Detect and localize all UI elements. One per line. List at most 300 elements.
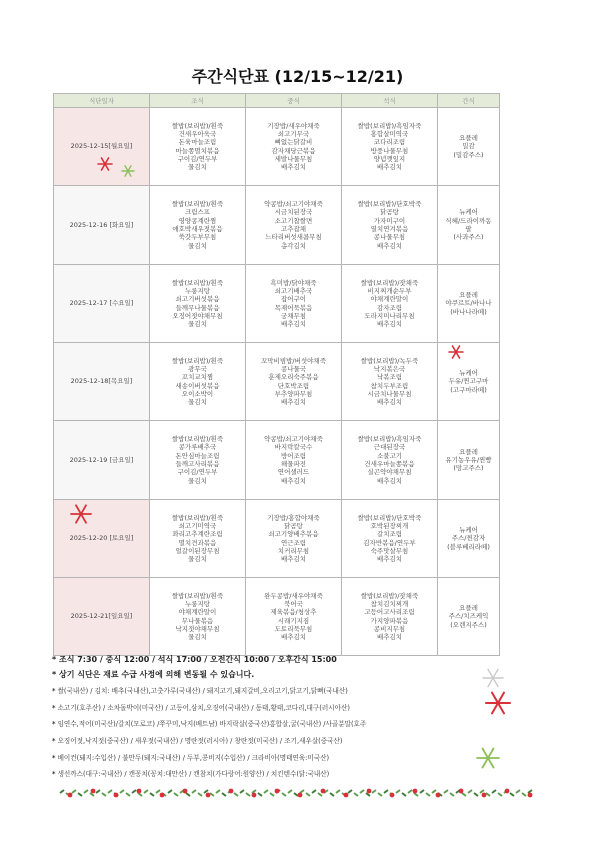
- garland-needle: [216, 790, 220, 793]
- origin-line: [52, 766, 592, 783]
- lunch-item: 배추김치: [280, 163, 307, 172]
- garland-needle: [492, 790, 496, 793]
- date-label: 2025-12-21[일요일]: [70, 612, 133, 621]
- lunch-item: 닭곰탕: [284, 521, 303, 530]
- dinner-item: 가자미구이: [373, 216, 406, 225]
- meal-time-schedule: * 조식 7:30 / 중식 12:00 / 석식 17:00 / 오전간식 10:00 / 오후간식 15:00: [52, 655, 337, 664]
- lunch-item: 치커리무침: [277, 546, 310, 555]
- dinner-item: 쌀밥(보리밥)/흑임자죽: [357, 435, 422, 444]
- breakfast-item: 쌀밥(보리밥)/흰죽: [171, 121, 224, 130]
- breakfast-item: 들깨무나물볶음: [175, 303, 220, 312]
- dinner-item: 갈치조림: [376, 530, 403, 539]
- snack-cell: [438, 500, 500, 578]
- lunch-item: 소고기찹쌀면: [274, 216, 313, 225]
- lunch-item: 훈제오리숙주볶음: [268, 373, 319, 382]
- berry-ornament: [482, 793, 487, 798]
- breakfast-item: 건새우아욱국: [178, 129, 217, 138]
- garland-needle: [420, 790, 424, 793]
- lunch-item: 세발나물무침: [274, 154, 313, 163]
- snack-item: (바나나라떼): [450, 307, 487, 316]
- garland-needle: [144, 790, 148, 793]
- dinner-item: 시금치나물무침: [367, 389, 412, 398]
- berry-ornament: [68, 793, 73, 798]
- snack-cell: [438, 343, 500, 421]
- date-cell: [54, 265, 150, 343]
- berry-ornament: [413, 789, 418, 794]
- breakfast-item: 얼갈이된장무침: [175, 546, 220, 555]
- page-title: 주간식단표 (12/15~12/21): [191, 67, 404, 86]
- snack-item: (블루베리라떼): [447, 542, 490, 551]
- garland-needle: [294, 793, 298, 796]
- garland-needle: [246, 793, 250, 796]
- snowflake-icon: [448, 344, 464, 360]
- breakfast-item: 광무국: [188, 364, 207, 373]
- breakfast-item: 애호박새우젓볶음: [172, 225, 223, 233]
- notes-section: [52, 652, 592, 783]
- lunch-item: 고추잡채: [280, 225, 307, 233]
- header-dinner: 석식: [342, 94, 438, 108]
- lunch-item: 완두콩밥/새우야채죽: [264, 591, 323, 600]
- garland-needle: [270, 793, 274, 796]
- origin-line: [52, 750, 592, 767]
- lunch-item: 단호박조림: [277, 381, 310, 390]
- origin-list: [52, 683, 592, 783]
- garland-needle: [150, 793, 154, 796]
- lunch-item: 쇠고기배추국: [274, 286, 313, 295]
- dinner-cell: [342, 343, 438, 421]
- snack-cell: [438, 186, 500, 265]
- snack-cell: [438, 265, 500, 343]
- lunch-cell: [246, 500, 342, 578]
- snack-item: 야쿠르트/바나나: [445, 299, 492, 308]
- snack-item: (고구마라떼): [450, 385, 487, 394]
- lunch-item: 기장밥/홍합야채죽: [267, 513, 320, 522]
- bullet-mark: *: [52, 770, 56, 779]
- snack-item: 요플레: [459, 604, 478, 613]
- garland-needle: [348, 790, 352, 793]
- lunch-item: 시래기지짐: [277, 616, 310, 625]
- snack-item: 식혜/드라이까동: [445, 216, 492, 225]
- garland-needle: [300, 790, 304, 793]
- dinner-item: 배추김치: [376, 555, 403, 564]
- berry-ornament: [160, 793, 165, 798]
- breakfast-item: 쑥갓두부무침: [178, 233, 217, 242]
- dinner-item: 코다리조림: [373, 138, 406, 147]
- lunch-item: 총각김치: [280, 241, 307, 250]
- garland-needle: [318, 793, 322, 796]
- berry-ornament: [114, 793, 119, 798]
- breakfast-item: 쌀밥(보리밥)/흰죽: [171, 513, 224, 522]
- dinner-item: 배추김치: [376, 320, 403, 329]
- garland-needle: [60, 790, 64, 793]
- dinner-item: 쌀밥(보리밥)/단호박죽: [357, 513, 422, 522]
- dinner-cell: [342, 421, 438, 500]
- breakfast-item: 쌀밥(보리밥)/흰죽: [171, 435, 224, 444]
- snack-item: 유기농우유/찐빵: [445, 455, 492, 464]
- snack-item: 요플레: [459, 447, 478, 456]
- dinner-cell: [342, 108, 438, 186]
- garland-needle: [522, 793, 526, 796]
- berry-ornament: [183, 789, 188, 794]
- lunch-item: 배추김치: [280, 320, 307, 329]
- breakfast-item: 야채계란말이: [178, 608, 217, 617]
- garland-needle: [288, 790, 292, 793]
- lunch-item: 해물파전: [280, 460, 307, 468]
- garland-needle: [360, 790, 364, 793]
- lunch-item: 흑미밥/닭야채죽: [270, 278, 317, 287]
- snack-item: 팔: [465, 225, 472, 233]
- garland-needle: [126, 793, 130, 796]
- breakfast-item: 영양콩계란찜: [178, 216, 217, 225]
- dinner-item: 콩비지무침: [373, 624, 406, 633]
- lunch-item: 배추김치: [280, 555, 307, 564]
- dinner-cell: [342, 265, 438, 343]
- lunch-item: 도토리묵무침: [274, 624, 313, 633]
- date-label: 2025-12-20 [토요일]: [69, 534, 134, 543]
- garland-needle: [132, 790, 136, 793]
- berry-ornament: [298, 793, 303, 798]
- dinner-item: 야채계란말이: [370, 295, 409, 304]
- breakfast-item: 물김치: [188, 555, 207, 564]
- dinner-item: 양념깻잎지: [373, 154, 406, 163]
- origin-line: [52, 716, 592, 733]
- breakfast-item: 오이소박이: [181, 389, 214, 398]
- bullet-mark: *: [52, 753, 56, 762]
- lunch-item: 약콩밥/쇠고기야채죽: [264, 435, 323, 444]
- garland-needle: [198, 793, 202, 796]
- lunch-cell: [246, 421, 342, 500]
- breakfast-item: 멸치견과볶음: [178, 538, 217, 547]
- snack-item: 뉴케어: [459, 526, 478, 535]
- berry-ornament: [528, 793, 533, 798]
- dinner-item: 숙주맛살무침: [370, 546, 409, 555]
- dinner-item: 참치김치찌개: [370, 599, 409, 608]
- breakfast-item: 크림스프: [184, 208, 211, 217]
- garland-needle: [90, 793, 94, 796]
- garland-needle: [378, 793, 382, 796]
- garland-needle: [102, 793, 106, 796]
- garland-needle: [480, 790, 484, 793]
- breakfast-item: 쌀밥(보리밥)/흰죽: [171, 200, 224, 209]
- lunch-item: 시금치된장국: [274, 208, 313, 217]
- snack-cell: [438, 108, 500, 186]
- lunch-item: 꼬막비빔밥/버섯야채죽: [261, 356, 326, 365]
- garland-needle: [252, 790, 256, 793]
- breakfast-item: 돈육마늘조림: [178, 138, 217, 147]
- garland-needle: [204, 790, 208, 793]
- breakfast-cell: [150, 578, 246, 656]
- snack-item: 뉴케어: [459, 208, 478, 217]
- date-label: 2025-12-19 [금요일]: [69, 455, 134, 464]
- snack-item: 뉴케어: [459, 369, 478, 378]
- breakfast-item: 물김치: [188, 476, 207, 485]
- garland-needle: [138, 793, 142, 796]
- breakfast-item: 무나물볶음: [181, 616, 214, 625]
- header-lunch: 중식: [246, 94, 342, 108]
- dinner-item: 닭곰탕: [380, 208, 399, 217]
- breakfast-item: 누룽지탕: [184, 286, 211, 295]
- garland-needle: [96, 790, 100, 793]
- berry-ornament: [206, 793, 211, 798]
- snowflake-icon: [70, 503, 92, 525]
- date-label: 2025-12-16 [화요일]: [69, 220, 134, 229]
- lunch-item: 느타리버섯새콤무침: [265, 233, 322, 242]
- origin-text: 임연수,적어(미국산)/갈치(모로코) /쭈꾸미,낙지(베트남) 바지락살(중국산)홍합살,굴(국내산) /사골분말(호주: [57, 720, 367, 729]
- dinner-item: 쌀밥(보리밥)/잣채죽: [360, 278, 419, 287]
- garland-needle: [474, 793, 478, 796]
- snack-item: (망고주스): [453, 464, 484, 473]
- date-label: 2025-12-17 [수요일]: [69, 299, 134, 308]
- header-breakfast: 조식: [150, 94, 246, 108]
- dinner-item: 배추김치: [376, 476, 403, 485]
- snowflake-icon: [97, 156, 113, 172]
- lunch-item: 뼈없는닭갈비: [274, 138, 313, 147]
- bullet-mark: *: [52, 687, 56, 695]
- date-cell: [54, 186, 150, 265]
- garland-needle: [366, 793, 370, 796]
- dinner-item: 도라지미나리무침: [364, 311, 415, 320]
- holiday-garland-decoration: [56, 782, 536, 804]
- dinner-item: 방풍나물무침: [370, 146, 409, 155]
- garland-needle: [528, 790, 532, 793]
- table-row: [54, 421, 500, 500]
- dinner-item: 배추김치: [376, 398, 403, 407]
- breakfast-item: 쌀밥(보리밥)/흰죽: [171, 278, 224, 287]
- date-cell: [54, 500, 150, 578]
- breakfast-item: 마늘쫑멸치볶음: [175, 146, 220, 155]
- berry-ornament: [344, 793, 349, 798]
- berry-ornament: [505, 789, 510, 794]
- origin-text: 베이컨(돼지:수입산) / 불만두(돼지:국내산) / 두부,콩비지(수입산) / 크라비아(명태연육:미국산): [57, 753, 330, 762]
- dinner-item: 참치두부조림: [370, 381, 409, 390]
- table-row: [54, 265, 500, 343]
- garland-needle: [240, 790, 244, 793]
- garland-needle: [444, 790, 448, 793]
- breakfast-item: 물김치: [188, 320, 207, 329]
- dinner-item: 고등어고사리조림: [364, 608, 415, 617]
- bullet-mark: *: [52, 737, 56, 746]
- garland-needle: [330, 793, 334, 796]
- snowflake-icon: [121, 164, 135, 178]
- garland-needle: [408, 790, 412, 793]
- garland-needle: [462, 793, 466, 796]
- dinner-item: 건새우마늘쫑볶음: [364, 460, 415, 468]
- header-snack: 간식: [438, 94, 500, 108]
- berry-ornament: [436, 793, 441, 798]
- lunch-item: 부추양파무침: [274, 389, 313, 398]
- breakfast-item: 콩가루배추국: [178, 443, 217, 452]
- snack-item: 주스/치즈케익: [448, 612, 489, 621]
- dinner-cell: [342, 500, 438, 578]
- change-notice: * 상기 식단은 재료 수급 사정에 의해 변동될 수 있습니다.: [52, 670, 255, 679]
- bullet-mark: *: [52, 703, 56, 712]
- lunch-cell: [246, 578, 342, 656]
- garland-needle: [396, 790, 400, 793]
- garland-needle: [84, 790, 88, 793]
- table-row: [54, 578, 500, 656]
- breakfast-item: 물김치: [188, 398, 207, 407]
- garland-needle: [486, 793, 490, 796]
- lunch-item: 방어조림: [280, 451, 307, 460]
- berry-ornament: [367, 789, 372, 794]
- dinner-item: 감자조림: [376, 303, 403, 312]
- dinner-item: 호박된장찌개: [370, 521, 409, 530]
- origin-text: 오징어젓,낙지젓(중국산) / 새우젓(국내산) / 명란젓(러시아) / 창란젓(미국산) / 조기,새우살(중국산): [57, 737, 343, 746]
- berry-ornament: [459, 789, 464, 794]
- garland-needle: [258, 793, 262, 796]
- breakfast-cell: [150, 186, 246, 265]
- lunch-item: 쇠고기양배추볶음: [268, 530, 319, 539]
- snack-cell: [438, 421, 500, 500]
- breakfast-item: 들깨고사리볶음: [175, 460, 220, 468]
- breakfast-cell: [150, 421, 246, 500]
- table-row: [54, 500, 500, 578]
- origin-text: 쌀(국내산) / 김치: 배추(국내산),고춧가루(국내산) / 돼지고기,돼지갈비,오리고기,닭고기,닭뼈(국내산): [57, 687, 348, 695]
- breakfast-item: 꼬치교치찜: [181, 373, 214, 382]
- garland-needle: [174, 793, 178, 796]
- lunch-cell: [246, 108, 342, 186]
- garland-needle: [192, 790, 196, 793]
- dinner-item: 배추김치: [376, 633, 403, 642]
- lunch-item: 잡어구이: [280, 295, 307, 304]
- garland-needle: [156, 790, 160, 793]
- garland-needle: [336, 790, 340, 793]
- garland-needle: [306, 793, 310, 796]
- date-cell: [54, 578, 150, 656]
- dinner-item: 쌀밥(보리밥)/흑임자죽: [357, 121, 422, 130]
- table-row: [54, 343, 500, 421]
- garland-needle: [210, 793, 214, 796]
- garland-needle: [516, 790, 520, 793]
- lunch-item: 배추김치: [280, 398, 307, 407]
- header-date: 식단일자: [54, 94, 150, 108]
- snack-item: 두유/찐고구마: [448, 377, 489, 386]
- lunch-item: 궁채무침: [280, 311, 307, 320]
- lunch-item: 약콩밥/쇠고기야채죽: [264, 200, 323, 209]
- garland-needle: [432, 790, 436, 793]
- snack-item: 요플레: [459, 291, 478, 300]
- dinner-item: 김자반볶음/연두부: [363, 538, 416, 547]
- lunch-item: 목재어묵볶음: [274, 303, 313, 312]
- garland-needle: [222, 793, 226, 796]
- breakfast-cell: [150, 500, 246, 578]
- breakfast-item: 쌀밥(보리밥)/흰죽: [171, 356, 224, 365]
- garland-needle: [108, 790, 112, 793]
- dinner-item: 콩나물무침: [373, 233, 406, 242]
- dinner-item: 비지찌개순두부: [367, 286, 412, 295]
- berry-ornament: [252, 793, 257, 798]
- date-label: 2025-12-15[월요일]: [70, 142, 133, 151]
- lunch-item: 감자채당근볶음: [271, 146, 316, 155]
- breakfast-item: 쇠고기버섯볶음: [175, 295, 220, 304]
- lunch-item: 배추김치: [280, 476, 307, 485]
- garland-needle: [426, 793, 430, 796]
- garland-needle: [234, 793, 238, 796]
- garland-needle: [414, 793, 418, 796]
- origin-text: 생선까스(대구:국내산) / 캔꽁치(꽁치:대만산) / 캔참치(가다랑어:원양산) / 치킨텐수(닭:국내산): [57, 770, 330, 779]
- breakfast-item: 쇠고기미역국: [178, 521, 217, 530]
- garland-needle: [468, 790, 472, 793]
- breakfast-item: 꽈리고추계란조림: [172, 530, 223, 539]
- lunch-cell: [246, 343, 342, 421]
- dinner-item: 쌀밥(보리밥)/녹두죽: [360, 356, 419, 365]
- garland-needle: [384, 790, 388, 793]
- dinner-cell: [342, 186, 438, 265]
- dinner-item: 소불고기: [376, 451, 403, 460]
- breakfast-item: 물김치: [188, 633, 207, 642]
- header-row: [54, 94, 500, 108]
- lunch-cell: [246, 265, 342, 343]
- dinner-item: 홍합살미역국: [370, 129, 409, 138]
- dinner-item: 근대된장국: [373, 443, 406, 452]
- lunch-item: 연근조림: [280, 538, 307, 547]
- lunch-item: 기장밥/새우야채죽: [267, 121, 320, 130]
- breakfast-item: 오징어젓야채무침: [172, 311, 223, 320]
- garland-needle: [498, 793, 502, 796]
- lunch-cell: [246, 186, 342, 265]
- garland-needle: [510, 793, 514, 796]
- garland-needle: [354, 793, 358, 796]
- bullet-mark: *: [52, 720, 56, 729]
- breakfast-item: 물김치: [188, 241, 207, 250]
- table-row: [54, 186, 500, 265]
- date-label: 2025-12-18[목요일]: [70, 377, 133, 386]
- berry-ornament: [275, 789, 280, 794]
- breakfast-item: 쌀밥(보리밥)/흰죽: [171, 591, 224, 600]
- origin-line: [52, 683, 592, 700]
- garland-needle: [186, 793, 190, 796]
- lunch-item: 제육볶음/청상추: [270, 608, 317, 617]
- breakfast-item: 구이김/연두부: [177, 154, 218, 163]
- lunch-item: 쇠고기무국: [277, 129, 310, 138]
- garland-needle: [264, 790, 268, 793]
- date-cell: [54, 421, 150, 500]
- dinner-item: 가지양파볶음: [370, 616, 409, 625]
- breakfast-item: 누룽지탕: [184, 599, 211, 608]
- garland-needle: [312, 790, 316, 793]
- breakfast-cell: [150, 343, 246, 421]
- garland-needle: [72, 790, 76, 793]
- dinner-item: 배추김치: [376, 241, 403, 250]
- breakfast-cell: [150, 108, 246, 186]
- lunch-item: 북어국: [284, 599, 303, 608]
- breakfast-item: 물김치: [188, 163, 207, 172]
- lunch-item: 연어샐러드: [277, 468, 310, 477]
- lunch-item: 콩나물국: [280, 364, 307, 373]
- breakfast-item: 낙지젓야채무침: [175, 624, 220, 633]
- dinner-item: 쌀밥(보리밥)/잣채죽: [360, 591, 419, 600]
- berry-ornament: [321, 789, 326, 794]
- garland-needle: [120, 790, 124, 793]
- garland-needle: [450, 793, 454, 796]
- origin-line: [52, 733, 592, 750]
- garland-needle: [78, 793, 82, 796]
- snack-cell: [438, 578, 500, 656]
- breakfast-item: 구이김/연두부: [177, 468, 218, 477]
- snack-item: (사과주스): [453, 233, 484, 242]
- origin-line: [52, 700, 592, 717]
- snack-item: 주스/찐감자: [451, 534, 486, 543]
- berry-ornament: [137, 789, 142, 794]
- dinner-cell: [342, 578, 438, 656]
- breakfast-item: 돈안심마늘조림: [175, 451, 220, 460]
- garland-needle: [402, 793, 406, 796]
- dinner-item: 낙볶조림: [376, 373, 403, 382]
- snack-item: 요플레: [459, 134, 478, 143]
- dinner-item: 실곤약야채무침: [367, 468, 412, 477]
- snack-item: 밀감: [462, 142, 475, 151]
- lunch-item: 배추김치: [280, 633, 307, 642]
